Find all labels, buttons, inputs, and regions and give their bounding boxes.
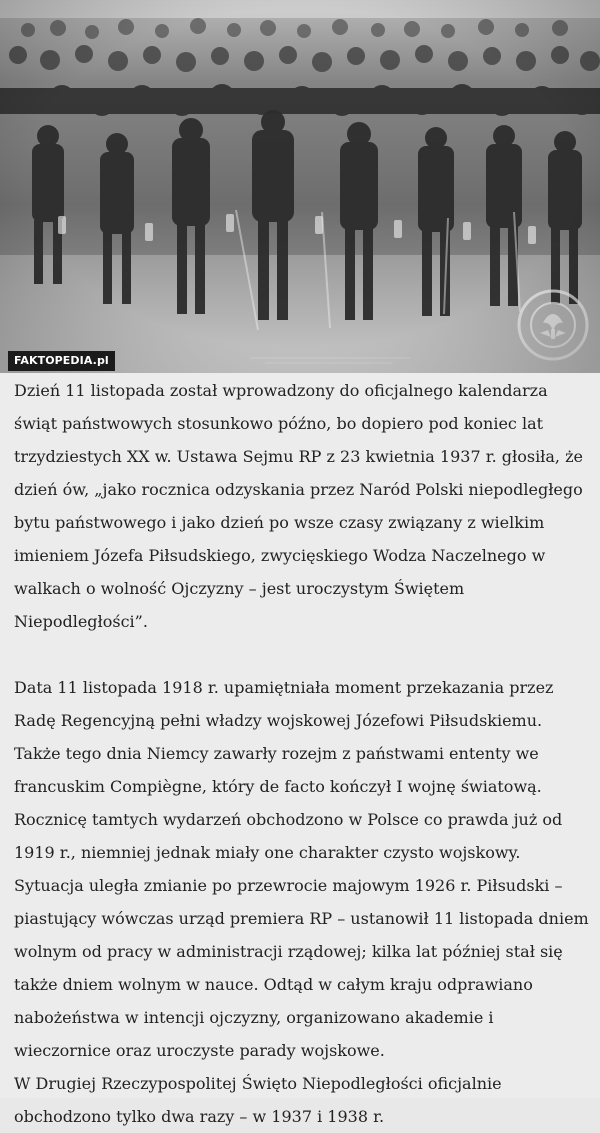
- article-paragraph-3: W Drugiej Rzeczypospolitej Święto Niepodległości oficjalnie obchodzono tylko dwa razy – w 1937 i 1938 r.: [14, 1074, 502, 1126]
- paragraph-gap: [14, 638, 592, 671]
- site-watermark: FAKTOPEDIA.pl: [8, 351, 115, 371]
- photo-illustration: [0, 0, 600, 373]
- historical-photo: [0, 0, 600, 373]
- article-paragraph-1: Dzień 11 listopada został wprowadzony do oficjalnego kalendarza świąt państwowych stosunkowo późno, bo dopiero pod koniec lat trzydziestych XX w. Ustawa Sejmu RP z 23 kwietnia 1937 r. głosiła, że dzień ów, „jako rocznica odzyskania przez Naród Polski niepodległego bytu państwowego i jako dzień po wsze czasy związany z wielkim imieniem Józefa Piłsudskiego, zwycięskiego Wodza Naczelnego w walkach o wolność Ojczyzny – jest uroczystym Świętem Niepodległości”.: [14, 381, 583, 631]
- article-paragraph-2: Data 11 listopada 1918 r. upamiętniała moment przekazania przez Radę Regencyjną pełni władzy wojskowej Józefowi Piłsudskiemu. Także tego dnia Niemcy zawarły rozejm z państwami ententy we francuskim Compiègne, który de facto kończył I wojnę światową. Rocznicę tamtych wydarzeń obchodzono w Polsce co prawda już od 1919 r., niemniej jednak miały one charakter czysto wojskowy. Sytuacja uległa zmianie po przewrocie majowym 1926 r. Piłsudski – piastujący wówczas urząd premiera RP – ustanowił 11 listopada dniem wolnym od pracy w administracji rządowej; kilka lat później stał się także dniem wolnym w nauce. Odtąd w całym kraju odprawiano nabożeństwa w intencji ojczyzny, organizowano akademie i wieczornice oraz uroczyste parady wojskowe.: [14, 678, 589, 1060]
- article-body: [14, 374, 592, 1133]
